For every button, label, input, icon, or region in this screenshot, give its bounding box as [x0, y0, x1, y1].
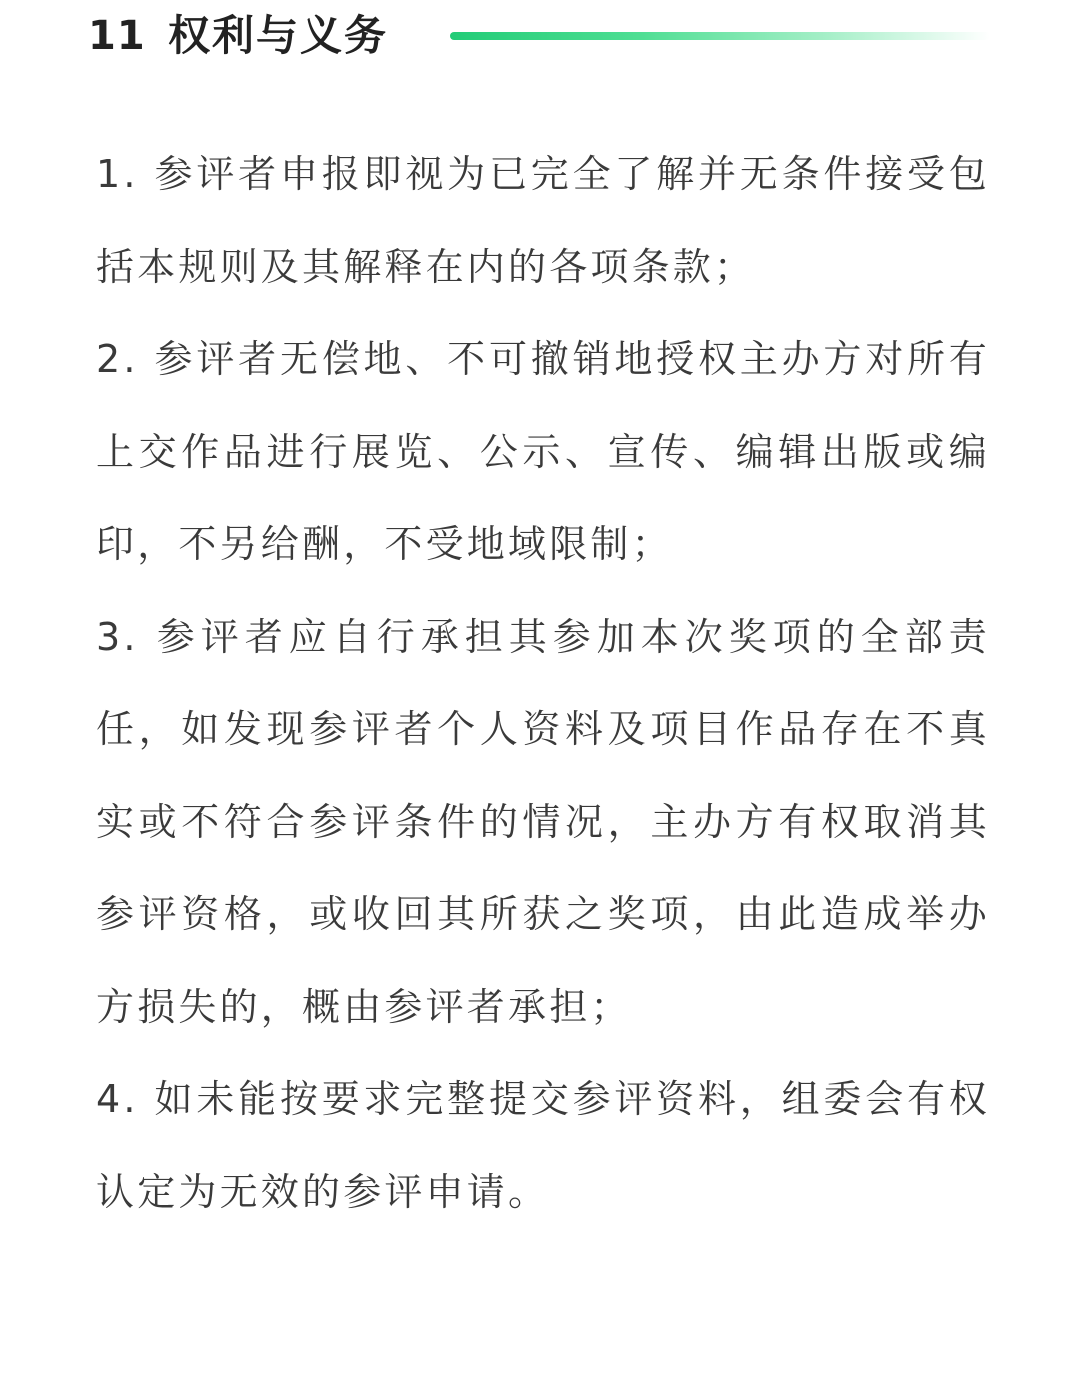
clause-1: 1. 参评者申报即视为已完全了解并无条件接受包括本规则及其解释在内的各项条款； — [96, 152, 990, 289]
section-title: 权利与义务 — [168, 11, 389, 60]
title-accent-rule — [450, 32, 990, 40]
section-number: 11 — [88, 13, 146, 59]
section-header — [88, 8, 988, 68]
clause-3: 3. 参评者应自行承担其参加本次奖项的全部责任，如发现参评者个人资料及项目作品存在不真实或不符合参评条件的情况，主办方有权取消其参评资格，或收回其所获之奖项，由此造成举办方损失的，概由参评者承担； — [96, 614, 990, 1029]
clause-2: 2. 参评者无偿地、不可撤销地授权主办方对所有上交作品进行展览、公示、宣传、编辑出版或编印，不另给酬，不受地域限制； — [96, 337, 990, 566]
clause-list — [96, 128, 990, 1238]
clause-4: 4. 如未能按要求完整提交参评资料，组委会有权认定为无效的参评申请。 — [96, 1077, 990, 1214]
